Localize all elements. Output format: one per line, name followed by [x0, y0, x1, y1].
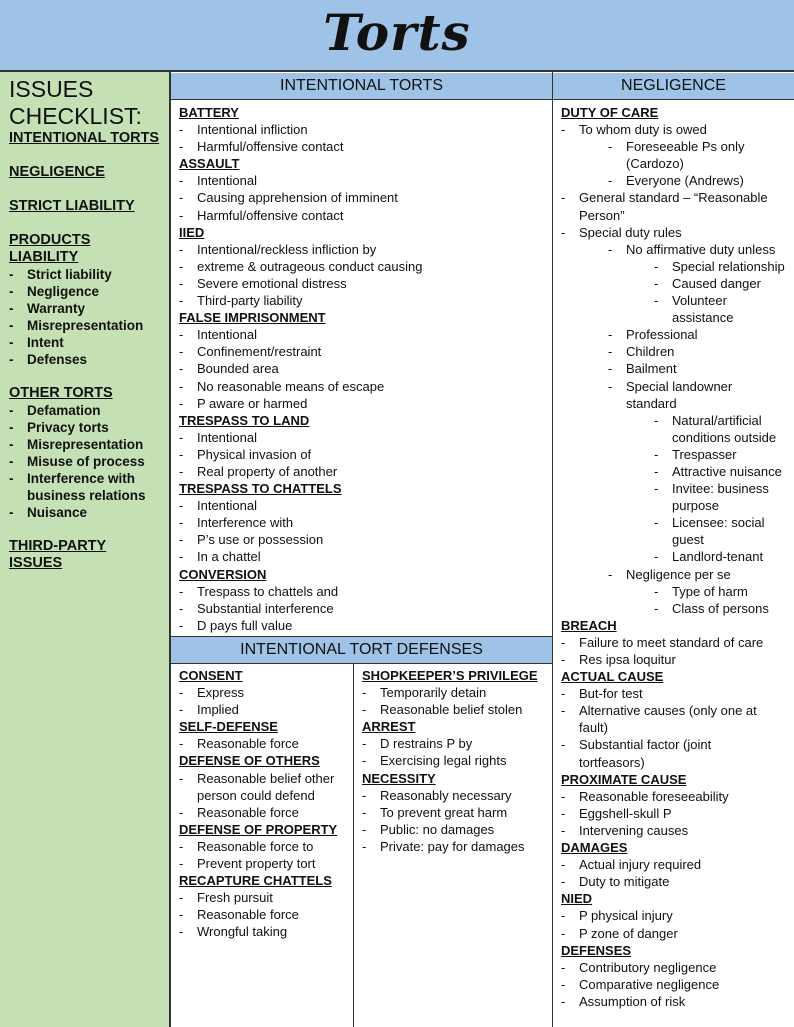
list-item: - Intent — [9, 335, 64, 350]
defenses-heading: DEFENSES — [561, 942, 632, 958]
list-item: - D pays full value — [179, 617, 293, 633]
list-item: - Failure to meet standard of care — [561, 634, 764, 650]
list-item: - Severe emotional distress — [179, 275, 347, 291]
list-item: - Harmful/offensive contact — [179, 139, 344, 155]
list-item: conditions outside — [672, 429, 777, 445]
list-item: - Causing apprehension of imminent — [179, 190, 398, 206]
list-item: - Substantial factor (joint — [561, 737, 712, 753]
list-item: - Reasonable force — [179, 804, 299, 820]
list-item: - Warranty — [9, 301, 86, 316]
list-item: - Intentional — [179, 429, 257, 445]
list-item: - Actual injury required — [561, 857, 702, 873]
list-item: - Professional — [608, 327, 698, 343]
list-item: - Intentional — [179, 173, 257, 189]
list-item: - Defamation — [9, 403, 101, 418]
list-item: - Landlord-tenant — [654, 549, 764, 565]
list-item: - Fresh pursuit — [179, 890, 273, 906]
breach-heading: BREACH — [561, 617, 617, 633]
defenses-divider — [353, 664, 354, 1027]
list-item: - Express — [179, 685, 244, 701]
list-item: - Nuisance — [9, 505, 88, 520]
list-item: guest — [672, 532, 704, 548]
false-imprisonment-heading: FALSE IMPRISONMENT — [179, 310, 326, 326]
checklist-title-line2: CHECKLIST: — [9, 103, 142, 129]
list-item: - To prevent great harm — [362, 804, 508, 820]
proximate-cause-heading: PROXIMATE CAUSE — [561, 771, 687, 787]
list-item: - Natural/artificial — [654, 412, 762, 428]
list-item: - Licensee: social — [654, 515, 765, 531]
list-item: - Interference with — [179, 515, 294, 531]
list-item: - Implied — [179, 702, 239, 718]
arrest-heading: ARREST — [362, 719, 416, 735]
self-defense-heading: SELF-DEFENSE — [179, 719, 278, 735]
list-item: - P zone of danger — [561, 925, 678, 941]
conversion-heading: CONVERSION — [179, 566, 267, 582]
list-item: - Physical invasion of — [179, 446, 312, 462]
page-title: Torts — [323, 2, 471, 62]
list-item: - P physical injury — [561, 908, 673, 924]
list-item: - In a chattel — [179, 549, 261, 565]
list-item: - General standard – “Reasonable — [561, 190, 768, 206]
list-item: - Assumption of risk — [561, 993, 686, 1009]
list-item: - Contributory negligence — [561, 959, 717, 975]
list-item: - extreme & outrageous conduct causing — [179, 258, 423, 274]
list-item: - Trespasser — [654, 446, 737, 462]
list-item: - Privacy torts — [9, 420, 109, 435]
list-item: - Misrepresentation — [9, 437, 144, 452]
intentional-torts-section — [179, 104, 549, 634]
list-item: - Invitee: business — [654, 481, 769, 497]
list-item: - No affirmative duty unless — [608, 241, 776, 257]
necessity-heading: NECESSITY — [362, 770, 436, 786]
list-item: assistance — [672, 310, 734, 326]
list-item: - Children — [608, 344, 675, 360]
checklist-third-party: THIRD-PARTY ISSUES — [9, 538, 107, 571]
list-item: - Comparative negligence — [561, 976, 720, 992]
list-item: business relations — [27, 488, 146, 503]
list-item: - Interference with — [9, 471, 136, 486]
list-item: - Wrongful taking — [179, 924, 288, 940]
list-item: - P aware or harmed — [179, 395, 308, 411]
list-item: - Misrepresentation — [9, 318, 144, 333]
list-item: - Exercising legal rights — [362, 753, 507, 769]
list-item: - Intentional — [179, 327, 257, 343]
checklist-products-liability: PRODUCTS LIABILITY — [9, 232, 91, 265]
list-item: - Trespass to chattels and — [179, 583, 339, 599]
checklist-intentional-torts: INTENTIONAL TORTS — [9, 130, 160, 146]
defense-others-heading: DEFENSE OF OTHERS — [179, 753, 320, 769]
column-divider — [552, 72, 553, 1027]
list-item: - P’s use or possession — [179, 532, 324, 548]
list-item: - Reasonable force — [179, 736, 299, 752]
battery-heading: BATTERY — [179, 105, 239, 120]
list-item: - Real property of another — [179, 463, 338, 479]
list-item: - Everyone (Andrews) — [608, 173, 744, 189]
list-item: - Reasonable belief other — [179, 770, 335, 786]
assault-heading: ASSAULT — [179, 156, 240, 172]
list-item: - Private: pay for damages — [362, 838, 525, 854]
list-item: - Volunteer — [654, 293, 727, 309]
iied-heading: IIED — [179, 224, 205, 240]
list-item: - Harmful/offensive contact — [179, 207, 344, 223]
list-item: - D restrains P by — [362, 736, 473, 752]
list-item: - Class of persons — [654, 600, 769, 616]
list-item: fault) — [579, 720, 608, 736]
list-item: - Caused danger — [654, 275, 761, 291]
list-item: - Intentional — [179, 498, 257, 514]
trespass-land-heading: TRESPASS TO LAND — [179, 412, 310, 428]
list-item: - Bailment — [608, 361, 677, 377]
list-item: - Public: no damages — [362, 821, 495, 837]
duty-heading: DUTY OF CARE — [561, 105, 659, 120]
list-item: - Confinement/restraint — [179, 344, 322, 360]
consent-heading: CONSENT — [179, 668, 243, 683]
list-item: - Reasonably necessary — [362, 787, 512, 803]
checklist-negligence: NEGLIGENCE — [9, 164, 105, 180]
list-item: (Cardozo) — [626, 156, 684, 172]
list-item: - Reasonable foreseeability — [561, 788, 729, 804]
damages-heading: DAMAGES — [561, 840, 628, 856]
list-item: - Reasonable force to — [179, 838, 314, 854]
list-item: - Eggshell-skull P — [561, 805, 672, 821]
list-item: - Reasonable force — [179, 907, 299, 923]
list-item: standard — [626, 395, 677, 411]
list-item: person could defend — [197, 787, 315, 803]
list-item: - Bounded area — [179, 361, 279, 377]
list-item: - Intentional infliction — [179, 122, 308, 138]
list-item: - Special duty rules — [561, 224, 682, 240]
actual-cause-heading: ACTUAL CAUSE — [561, 669, 664, 685]
list-item: - Prevent property tort — [179, 856, 316, 872]
list-item: - Foreseeable Ps only — [608, 139, 745, 155]
list-item: - Intervening causes — [561, 822, 689, 838]
defenses-right-column — [362, 667, 550, 855]
list-item: - Type of harm — [654, 583, 748, 599]
list-item: - But-for test — [561, 686, 643, 702]
negligence-section — [561, 104, 793, 1010]
list-item: - Alternative causes (only one at — [561, 703, 757, 719]
nied-heading: NIED — [561, 891, 593, 907]
list-item: - Third-party liability — [179, 293, 303, 309]
issues-checklist — [0, 72, 171, 1027]
list-item: - Negligence per se — [608, 566, 731, 582]
negligence-header: NEGLIGENCE — [553, 73, 794, 100]
list-item: - To whom duty is owed — [561, 122, 707, 138]
list-item: tortfeasors) — [579, 754, 645, 770]
list-item: - Special relationship — [654, 258, 785, 274]
defenses-header: INTENTIONAL TORT DEFENSES — [171, 636, 552, 664]
trespass-chattels-heading: TRESPASS TO CHATTELS — [179, 481, 342, 497]
list-item: - Attractive nuisance — [654, 463, 782, 479]
list-item: - Duty to mitigate — [561, 874, 670, 890]
list-item: purpose — [672, 498, 719, 514]
defense-property-heading: DEFENSE OF PROPERTY — [179, 821, 338, 837]
list-item: - Negligence — [9, 284, 100, 299]
list-item: - Strict liability — [9, 267, 112, 282]
list-item: - Defenses — [9, 352, 88, 367]
defenses-left-column — [179, 667, 351, 941]
checklist-other-torts: OTHER TORTS — [9, 385, 113, 401]
title-banner — [0, 0, 794, 72]
checklist-title-line1: ISSUES — [9, 76, 94, 102]
list-item: - Substantial interference — [179, 600, 334, 616]
shopkeeper-heading: SHOPKEEPER’S PRIVILEGE — [362, 668, 538, 683]
list-item: Person” — [579, 207, 625, 223]
list-item: - Temporarily detain — [362, 685, 487, 701]
list-item: - Intentional/reckless infliction by — [179, 241, 377, 257]
intentional-torts-header: INTENTIONAL TORTS — [171, 73, 552, 100]
list-item: - Reasonable belief stolen — [362, 702, 523, 718]
list-item: - Res ipsa loquitur — [561, 652, 676, 667]
checklist-strict-liability: STRICT LIABILITY — [9, 198, 135, 214]
recapture-heading: RECAPTURE CHATTELS — [179, 873, 332, 889]
list-item: - Special landowner — [608, 378, 733, 394]
list-item: - Misuse of process — [9, 454, 145, 469]
list-item: - No reasonable means of escape — [179, 378, 385, 394]
